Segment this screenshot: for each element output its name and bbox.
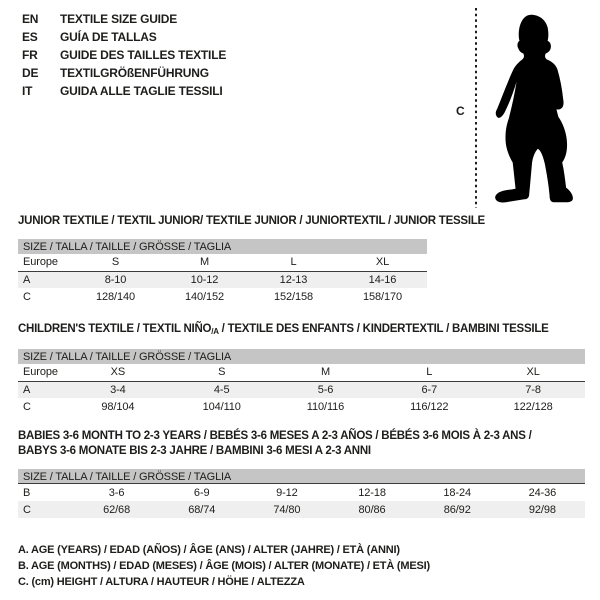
language-label: GUÍA DE TALLAS bbox=[60, 30, 157, 44]
language-code: EN bbox=[22, 12, 39, 26]
row-label-cell: C bbox=[23, 290, 31, 303]
value-cell: 92/98 bbox=[500, 501, 585, 518]
value-cell: 14-16 bbox=[338, 271, 427, 288]
table-row-age-months bbox=[18, 484, 585, 501]
language-row-en bbox=[22, 10, 226, 28]
title-text: CHILDREN'S TEXTILE / TEXTIL NIÑO bbox=[18, 323, 212, 335]
height-dashed-line bbox=[475, 8, 477, 208]
row-label-cell: B bbox=[23, 486, 31, 499]
value-cell: 68/74 bbox=[159, 501, 244, 518]
value-cell: 18-24 bbox=[443, 486, 472, 499]
region-label-cell: Europe bbox=[18, 254, 71, 271]
babies-table bbox=[18, 469, 585, 518]
junior-table bbox=[18, 239, 427, 305]
value-cell: 3-4 bbox=[66, 381, 170, 398]
value-cell: 128/140 bbox=[95, 290, 136, 303]
language-code: FR bbox=[22, 48, 38, 62]
language-row-it bbox=[22, 82, 226, 100]
language-list bbox=[22, 10, 226, 100]
value-cell: 6-7 bbox=[377, 381, 481, 398]
table-columns-row bbox=[18, 254, 427, 271]
size-column-header: S bbox=[170, 364, 274, 381]
size-column-header: XS bbox=[66, 364, 170, 381]
children-table bbox=[18, 349, 585, 415]
size-column-header: XL bbox=[481, 364, 585, 381]
value-cell: 116/122 bbox=[410, 400, 449, 413]
value-cell: 158/170 bbox=[362, 290, 403, 303]
value-cell: 24-36 bbox=[528, 486, 557, 499]
size-column-header: L bbox=[249, 254, 338, 271]
size-header-bar: SIZE / TALLA / TAILLE / GRÖSSE / TAGLIA bbox=[18, 239, 427, 254]
value-cell: 8-10 bbox=[71, 271, 160, 288]
value-cell: 7-8 bbox=[481, 381, 585, 398]
size-header-bar: SIZE / TALLA / TAILLE / GRÖSSE / TAGLIA bbox=[18, 349, 585, 364]
value-cell: 62/68 bbox=[74, 501, 159, 518]
table-columns-row bbox=[18, 364, 585, 381]
table-row-height bbox=[18, 501, 585, 518]
size-column-header: S bbox=[71, 254, 160, 271]
section-children bbox=[18, 322, 585, 415]
language-row-de bbox=[22, 64, 226, 82]
language-code: IT bbox=[22, 84, 33, 98]
height-c-label: C bbox=[456, 104, 465, 118]
title-text: / TEXTILE DES ENFANTS / KINDERTEXTIL / BAMBINI TESSILE bbox=[218, 323, 549, 335]
section-junior-title: JUNIOR TEXTILE / TEXTIL JUNIOR/ TEXTILE JUNIOR / JUNIORTEXTIL / JUNIOR TESSILE bbox=[18, 215, 485, 227]
row-label-cell: C bbox=[18, 501, 74, 518]
region-label-cell: Europe bbox=[18, 364, 66, 381]
value-cell: 86/92 bbox=[415, 501, 500, 518]
table-row-height bbox=[18, 398, 585, 415]
footnote-c: C. (cm) HEIGHT / ALTURA / HAUTEUR / HÖHE / ALTEZZA bbox=[18, 576, 305, 588]
value-cell: 12-13 bbox=[249, 271, 338, 288]
section-babies-title bbox=[18, 429, 585, 459]
table-row-age bbox=[18, 271, 427, 288]
language-code: ES bbox=[22, 30, 38, 44]
size-column-header: XL bbox=[338, 254, 427, 271]
value-cell: 10-12 bbox=[160, 271, 249, 288]
size-tables-content bbox=[18, 214, 585, 590]
size-column-header: M bbox=[274, 364, 378, 381]
value-cell: 6-9 bbox=[193, 486, 210, 499]
value-cell: 5-6 bbox=[274, 381, 378, 398]
title-line-2: BABYS 3-6 MONATE BIS 2-3 JAHRE / BAMBINI 3-6 MESI A 2-3 ANNI bbox=[18, 445, 371, 457]
section-children-title bbox=[18, 322, 585, 339]
size-column-header: L bbox=[377, 364, 481, 381]
size-column-header: M bbox=[160, 254, 249, 271]
section-junior bbox=[18, 214, 585, 305]
row-label-cell: C bbox=[23, 400, 31, 413]
language-label: GUIDE DES TAILLES TEXTILE bbox=[60, 48, 227, 62]
title-line-1: BABIES 3-6 MONTH TO 2-3 YEARS / BEBÉS 3-6 MESES A 2-3 AÑOS / BÉBÉS 3-6 MOIS À 2-3 ANS / bbox=[18, 430, 532, 442]
language-row-fr bbox=[22, 46, 226, 64]
value-cell: 98/104 bbox=[101, 400, 135, 413]
row-label-cell: A bbox=[18, 271, 71, 288]
toddler-silhouette-icon bbox=[482, 4, 588, 210]
value-cell: 110/116 bbox=[306, 400, 345, 413]
language-label: GUIDA ALLE TAGLIE TESSILI bbox=[60, 84, 223, 98]
table-row-age bbox=[18, 381, 585, 398]
footnotes bbox=[18, 542, 585, 590]
value-cell: 140/152 bbox=[184, 290, 225, 303]
size-header-bar: SIZE / TALLA / TAILLE / GRÖSSE / TAGLIA bbox=[18, 469, 585, 484]
value-cell: 80/86 bbox=[329, 501, 414, 518]
value-cell: 9-12 bbox=[276, 486, 298, 499]
value-cell: 122/128 bbox=[513, 400, 553, 413]
footnote-a: A. AGE (YEARS) / EDAD (AÑOS) / ÂGE (ANS) / ALTER (JAHRE) / ETÀ (ANNI) bbox=[18, 544, 400, 556]
footnote-b: B. AGE (MONTHS) / EDAD (MESES) / ÂGE (MOIS) / ALTER (MONATE) / ETÀ (MESI) bbox=[18, 560, 430, 572]
language-row-es bbox=[22, 28, 226, 46]
height-figure bbox=[450, 0, 600, 215]
table-row-height bbox=[18, 288, 427, 305]
section-babies bbox=[18, 429, 585, 518]
row-label-cell: A bbox=[18, 381, 66, 398]
language-label: TEXTILGRÖßENFÜHRUNG bbox=[60, 66, 209, 80]
value-cell: 3-6 bbox=[108, 486, 125, 499]
language-code: DE bbox=[22, 66, 39, 80]
value-cell: 4-5 bbox=[170, 381, 274, 398]
language-label: TEXTILE SIZE GUIDE bbox=[60, 12, 178, 26]
value-cell: 152/158 bbox=[273, 290, 314, 303]
value-cell: 12-18 bbox=[358, 486, 386, 499]
value-cell: 104/110 bbox=[202, 400, 241, 413]
title-subscript: /A bbox=[211, 327, 219, 336]
value-cell: 74/80 bbox=[244, 501, 329, 518]
